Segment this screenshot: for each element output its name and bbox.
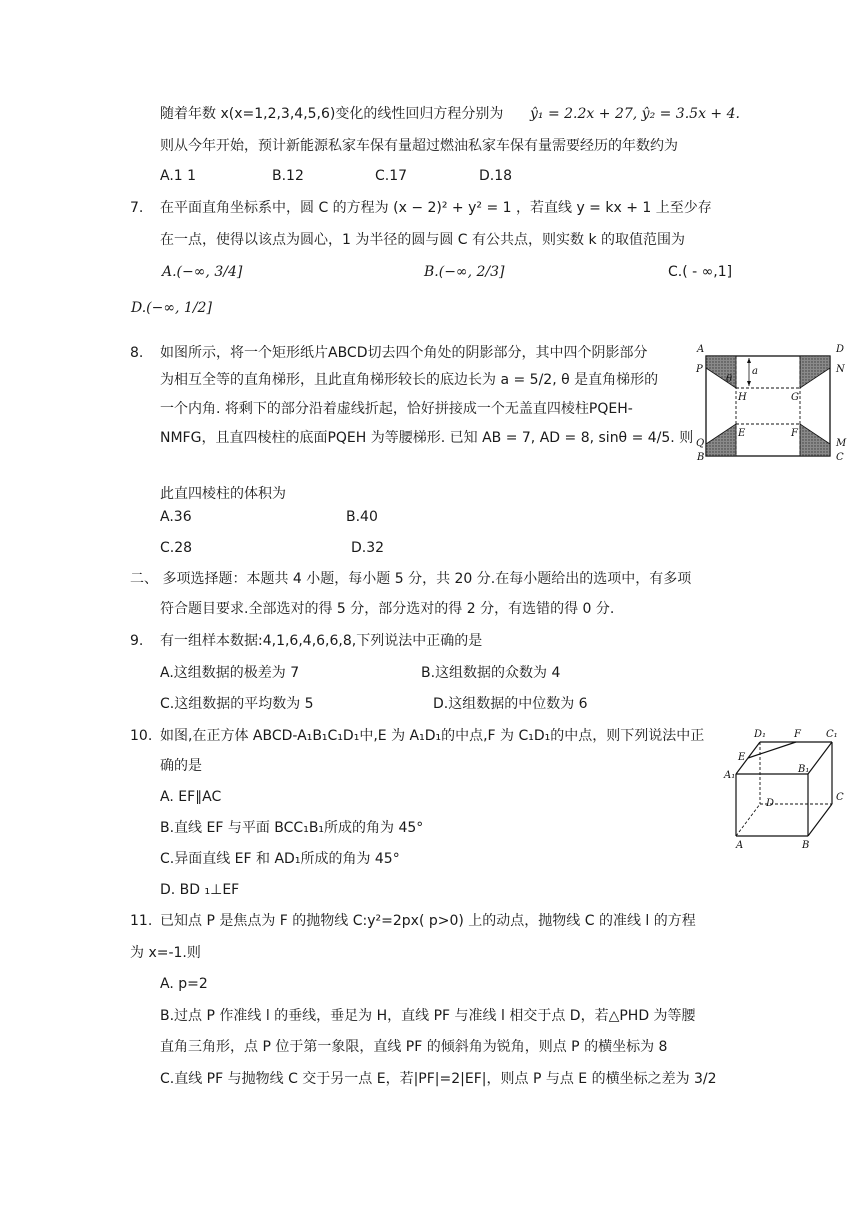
q6-option-d: D.18 [479, 168, 513, 184]
q8-option-c: C.28 [160, 540, 193, 556]
q10-label-C: C [836, 792, 844, 803]
q10-label-D1: D₁ [754, 729, 767, 740]
q8-option-b: B.40 [346, 509, 378, 525]
q10-stem-line1: 如图,在正方体 ABCD-A₁B₁C₁D₁中,E 为 A₁D₁的中点,F 为 C₁D₁的中点，则下列说法中正 [160, 728, 705, 744]
q10-label-E: E [738, 752, 746, 763]
q8-label-B: B [697, 452, 705, 460]
q10-label-A1: A₁ [724, 770, 736, 781]
q10-option-c: C.异面直线 EF 和 AD₁所成的角为 45° [160, 851, 400, 867]
q8-label-D: D [836, 344, 845, 355]
q8-stem-line1: 如图所示，将一个矩形纸片ABCD切去四个角处的阴影部分，其中四个阴影部分 [160, 345, 648, 361]
q6-option-a: A.1 1 [160, 168, 197, 184]
q11-number: 11. [130, 913, 153, 929]
q8-stem-line2: 为相互全等的直角梯形，且此直角梯形较长的底边长为 a = 5/2, θ 是直角梯形的 [160, 372, 659, 388]
q10-label-C1: C₁ [826, 729, 838, 740]
q9-number: 9. [130, 633, 144, 649]
q8-label-theta: θ [726, 374, 733, 385]
section2-heading-line1: 二、 多项选择题：本题共 4 小题，每小题 5 分，共 20 分.在每小题给出的选项中，有多项 [130, 571, 692, 587]
q6-option-c: C.17 [375, 168, 408, 184]
q11-option-a: A. p=2 [160, 976, 208, 992]
q10-label-B: B [802, 840, 810, 851]
q8-option-a: A.36 [160, 509, 192, 525]
q8-label-E: E [738, 428, 746, 439]
q7-stem-line1: 在平面直角坐标系中，圆 C 的方程为 (x − 2)² + y² = 1 ，若直线 y = kx + 1 上至少存 [160, 200, 712, 216]
q8-stem-line5: 此直四棱柱的体积为 [160, 486, 286, 502]
q6-option-b: B.12 [272, 168, 304, 184]
q8-label-F: F [791, 428, 798, 439]
q9-option-a: A.这组数据的极差为 7 [160, 665, 300, 681]
q6-stem-line2: 则从今年开始，预计新能源私家车保有量超过燃油私家车保有量需要经历的年数约为 [160, 138, 678, 154]
q8-stem-line3: 一个内角. 将剩下的部分沿着虚线折起，恰好拼接成一个无盖直四棱柱PQEH- [160, 401, 633, 417]
q7-option-b: B.(−∞, 2/3] [424, 264, 505, 280]
q8-label-M: M [836, 438, 847, 449]
q10-label-B1: B₁ [798, 764, 810, 775]
q10-option-d: D. BD ₁⊥EF [160, 882, 240, 898]
q11-stem-line2: 为 x=-1.则 [130, 945, 201, 961]
q8-label-N: N [836, 364, 845, 375]
q8-label-H: H [738, 392, 747, 403]
q10-stem-line2: 确的是 [160, 758, 202, 774]
q10-cube-figure [722, 722, 852, 852]
q8-number: 8. [130, 345, 144, 361]
q9-option-b: B.这组数据的众数为 4 [421, 665, 561, 681]
q8-label-C: C [836, 452, 844, 460]
q6-stem-line1: 随着年数 x(x=1,2,3,4,5,6)变化的线性回归方程分别为 [160, 106, 504, 122]
q10-option-b: B.直线 EF 与平面 BCC₁B₁所成的角为 45° [160, 820, 424, 836]
q8-label-A: A [697, 344, 705, 355]
q11-stem-line1: 已知点 P 是焦点为 F 的抛物线 C:y²=2px( p>0) 上的动点，抛物线 C 的准线 l 的方程 [160, 913, 696, 929]
q7-stem-line2: 在一点，使得以该点为圆心，1 为半径的圆与圆 C 有公共点，则实数 k 的取值范围为 [160, 232, 686, 248]
q7-option-d: D.(−∞, 1/2] [131, 300, 212, 316]
q8-label-Q: Q [696, 438, 705, 449]
q8-label-P: P [696, 364, 703, 375]
q6-regression-formula: ŷ₁ = 2.2x + 27, ŷ₂ = 3.5x + 4. [530, 106, 740, 122]
q10-label-F: F [794, 729, 801, 740]
q8-figure [694, 340, 854, 460]
q11-option-c: C.直线 PF 与抛物线 C 交于另一点 E，若|PF|=2|EF|，则点 P 与点 E 的横坐标之差为 3/2 [160, 1071, 717, 1087]
q11-option-b-line1: B.过点 P 作准线 l 的垂线，垂足为 H，直线 PF 与准线 l 相交于点 D，若△PHD 为等腰 [160, 1008, 696, 1024]
q10-option-a: A. EF∥AC [160, 789, 222, 805]
q7-number: 7. [130, 200, 144, 216]
q9-option-c: C.这组数据的平均数为 5 [160, 696, 314, 712]
q7-option-a: A.(−∞, 3/4] [162, 264, 243, 280]
q8-label-a: a [752, 366, 758, 377]
q8-label-G: G [791, 392, 799, 403]
q11-option-b-line2: 直角三角形，点 P 位于第一象限，直线 PF 的倾斜角为锐角，则点 P 的横坐标为 8 [160, 1039, 668, 1055]
q10-label-A: A [736, 840, 744, 851]
q8-option-d: D.32 [351, 540, 385, 556]
q10-label-D: D [766, 798, 775, 809]
q9-option-d: D.这组数据的中位数为 6 [433, 696, 588, 712]
q9-stem: 有一组样本数据:4,1,6,4,6,6,8,下列说法中正确的是 [160, 633, 483, 649]
section2-heading-line2: 符合题目要求.全部选对的得 5 分，部分选对的得 2 分，有选错的得 0 分. [160, 601, 615, 617]
q7-option-c: C.( - ∞,1] [668, 264, 733, 280]
q10-number: 10. [130, 728, 153, 744]
q8-stem-line4: NMFG，且直四棱柱的底面PQEH 为等腰梯形. 已知 AB = 7, AD = 8, sinθ = 4/5. 则 [160, 430, 694, 446]
